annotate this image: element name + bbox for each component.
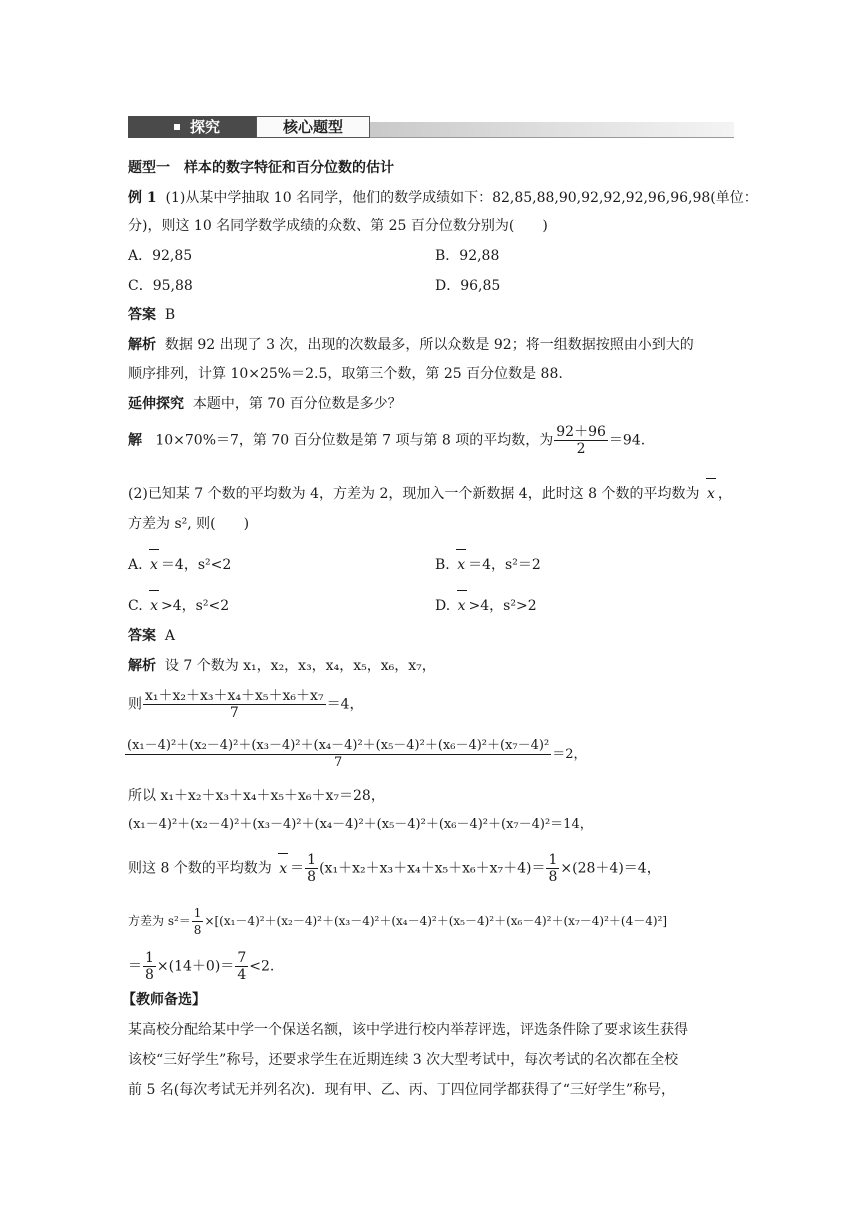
solution-fraction — [554, 424, 608, 457]
variance-end: <2. — [249, 958, 275, 975]
header-tag — [128, 116, 256, 138]
one-eighth-fraction — [546, 852, 559, 885]
option-a: A．92,85 — [128, 248, 193, 264]
option-b: B．92,88 — [435, 248, 500, 264]
option-letter: D. — [435, 598, 451, 614]
then-text: 则 — [128, 696, 142, 713]
teacher-line3: 前 5 名(每次考试无并列名次)．现有甲、乙、丙、丁四位同学都获得了“三好学生”称号， — [128, 1082, 676, 1098]
variance-expression: ×[(x₁－4)²＋(x₂－4)²＋(x₃－4)²＋(x₄－4)²＋(x₅－4)²＋(x₆－4)²＋(x₇－4)²＋(4－4)²] — [204, 914, 668, 928]
new-variance-line — [128, 905, 667, 938]
option-d: D．96,85 — [435, 278, 501, 294]
extension-question — [128, 394, 402, 414]
fraction-numerator: 1 — [307, 852, 317, 868]
header-tag-text: 探究 — [190, 118, 221, 136]
mean-x: x — [147, 555, 161, 575]
mean-fraction — [143, 688, 326, 721]
analysis1-text: 数据 92 出现了 3 次，出现的次数最多，所以众数是 92；将一组数据按照由小到大的 — [164, 337, 694, 353]
option-letter: A. — [128, 557, 143, 573]
question2-line1: (2)已知某 7 个数的平均数为 4，方差为 2，现加入一个新数据 4，此时这 8 个数的平均数为 x ， — [128, 486, 732, 502]
mean-result: ×(28＋4)＝4， — [560, 860, 661, 877]
fraction-denominator: 8 — [307, 869, 317, 885]
option-letter: B. — [435, 557, 450, 573]
solution-end: ＝94. — [608, 432, 646, 449]
example1-line1 — [128, 188, 758, 208]
section-title: 题型一 样本的数字特征和百分位数的估计 — [128, 160, 394, 176]
fraction-numerator: x₁＋x₂＋x₃＋x₄＋x₅＋x₆＋x₇ — [145, 688, 324, 704]
answer-value: B — [164, 307, 176, 323]
option-letter: C. — [128, 598, 143, 614]
example-label: 例 1 — [128, 190, 157, 206]
fraction-denominator: 2 — [576, 441, 586, 457]
option2-a — [128, 555, 231, 575]
fraction-numerator: 92＋96 — [556, 424, 606, 440]
mean-x: x — [276, 859, 290, 879]
solution-label: 解 — [128, 432, 142, 449]
variance-result-line — [128, 950, 274, 983]
solution-line — [128, 424, 645, 457]
option-text: ＝4，s²＝2 — [468, 557, 541, 573]
fraction-denominator: 8 — [548, 869, 558, 885]
answer-label: 答案 — [128, 307, 156, 323]
one-eighth-fraction — [143, 950, 156, 983]
mean-x: x — [704, 484, 718, 504]
variance-fraction — [125, 738, 551, 771]
answer-value: A — [164, 628, 176, 644]
option-text: >4，s²<2 — [161, 598, 230, 614]
extension-text: 本题中，第 70 百分位数是多少？ — [192, 396, 402, 412]
question1-line2: 分)，则这 10 名同学数学成绩的众数、第 25 百分位数分别为( ) — [128, 218, 548, 234]
mean-equation — [128, 688, 363, 721]
option-text: ＝4，s²<2 — [160, 557, 232, 573]
equals: ＝ — [128, 958, 142, 975]
analysis-label: 解析 — [128, 658, 156, 674]
answer2 — [128, 626, 175, 646]
mean-expression: (x₁＋x₂＋x₃＋x₄＋x₅＋x₆＋x₇＋4)＝ — [319, 860, 546, 877]
answer1 — [128, 305, 175, 325]
fraction-numerator: 7 — [237, 950, 247, 966]
analysis1-line2: 顺序排列，计算 10×25%＝2.5，取第三个数，第 25 百分位数是 88. — [128, 366, 563, 382]
mean-x: x — [455, 596, 469, 616]
teacher-line2: 该校“三好学生”称号，还要求学生在近期连续 3 次大型考试中，每次考试的名次都在全校 — [128, 1052, 679, 1068]
variance-mid: ×(14＋0)＝ — [156, 958, 235, 975]
equals: ＝ — [290, 860, 305, 877]
solution-text: 10×70%＝7，第 70 百分位数是第 7 项与第 8 项的平均数，为 — [155, 432, 554, 449]
question2-text: (2)已知某 7 个数的平均数为 4，方差为 2，现加入一个新数据 4，此时这 8 个数的平均数为 — [128, 486, 700, 502]
answer-label: 答案 — [128, 628, 156, 644]
section-header — [128, 112, 734, 138]
fraction-numerator: 1 — [193, 906, 202, 920]
mean-x: x — [454, 555, 468, 575]
fraction-numerator: 1 — [145, 950, 154, 966]
question1-text: (1)从某中学抽取 10 名同学，他们的数学成绩如下：82,85,88,90,92,92,92,96,96,98(单位： — [165, 190, 758, 206]
teacher-line1: 某高校分配给某中学一个保送名额，该中学进行校内举荐评选，评选条件除了要求该生获得 — [128, 1022, 688, 1038]
teacher-label: 【教师备选】 — [122, 992, 206, 1008]
variance-equation — [124, 738, 586, 771]
question2-line2: 方差为 s², 则( ) — [128, 516, 250, 532]
option-c: C．95,88 — [128, 278, 193, 294]
equation-end: ＝4， — [326, 696, 364, 713]
variance-prefix: 方差为 s²＝ — [128, 914, 191, 928]
analysis2-line1 — [128, 656, 436, 676]
fraction-denominator: 7 — [229, 705, 239, 721]
header-gradient — [368, 122, 734, 138]
sum-line: 所以 x₁＋x₂＋x₃＋x₄＋x₅＋x₆＋x₇＝28， — [128, 788, 385, 804]
fraction-denominator: 8 — [145, 967, 154, 983]
option-text: >4，s²>2 — [468, 598, 537, 614]
square-bullet-icon — [174, 124, 180, 130]
fraction-denominator: 7 — [333, 755, 343, 770]
fraction-numerator: (x₁－4)²＋(x₂－4)²＋(x₃－4)²＋(x₄－4)²＋(x₅－4)²＋(x₆－4)²＋(x₇－4)² — [127, 738, 550, 753]
new-mean-line — [128, 852, 661, 885]
one-eighth-fraction — [192, 905, 204, 938]
fraction-denominator: 4 — [237, 967, 247, 983]
seven-fourths-fraction — [235, 950, 248, 983]
analysis1-line1 — [128, 335, 694, 355]
one-eighth-fraction — [305, 852, 318, 885]
extension-label: 延伸探究 — [128, 396, 184, 412]
fraction-numerator: 1 — [548, 852, 558, 868]
mean-x: x — [147, 596, 161, 616]
analysis-label: 解析 — [128, 337, 156, 353]
option2-b — [435, 555, 541, 575]
mean-prefix: 则这 8 个数的平均数为 — [128, 860, 272, 877]
equation-end: ＝2， — [552, 747, 587, 762]
header-title: 核心题型 — [256, 116, 370, 138]
option2-d — [435, 596, 537, 616]
analysis2-text: 设 7 个数为 x₁，x₂，x₃，x₄，x₅，x₆，x₇， — [164, 658, 436, 674]
fraction-denominator: 8 — [193, 923, 202, 937]
square-sum-line: (x₁－4)²＋(x₂－4)²＋(x₃－4)²＋(x₄－4)²＋(x₅－4)²＋(x₆－4)²＋(x₇－4)²＝14， — [128, 817, 593, 832]
option2-c — [128, 596, 229, 616]
